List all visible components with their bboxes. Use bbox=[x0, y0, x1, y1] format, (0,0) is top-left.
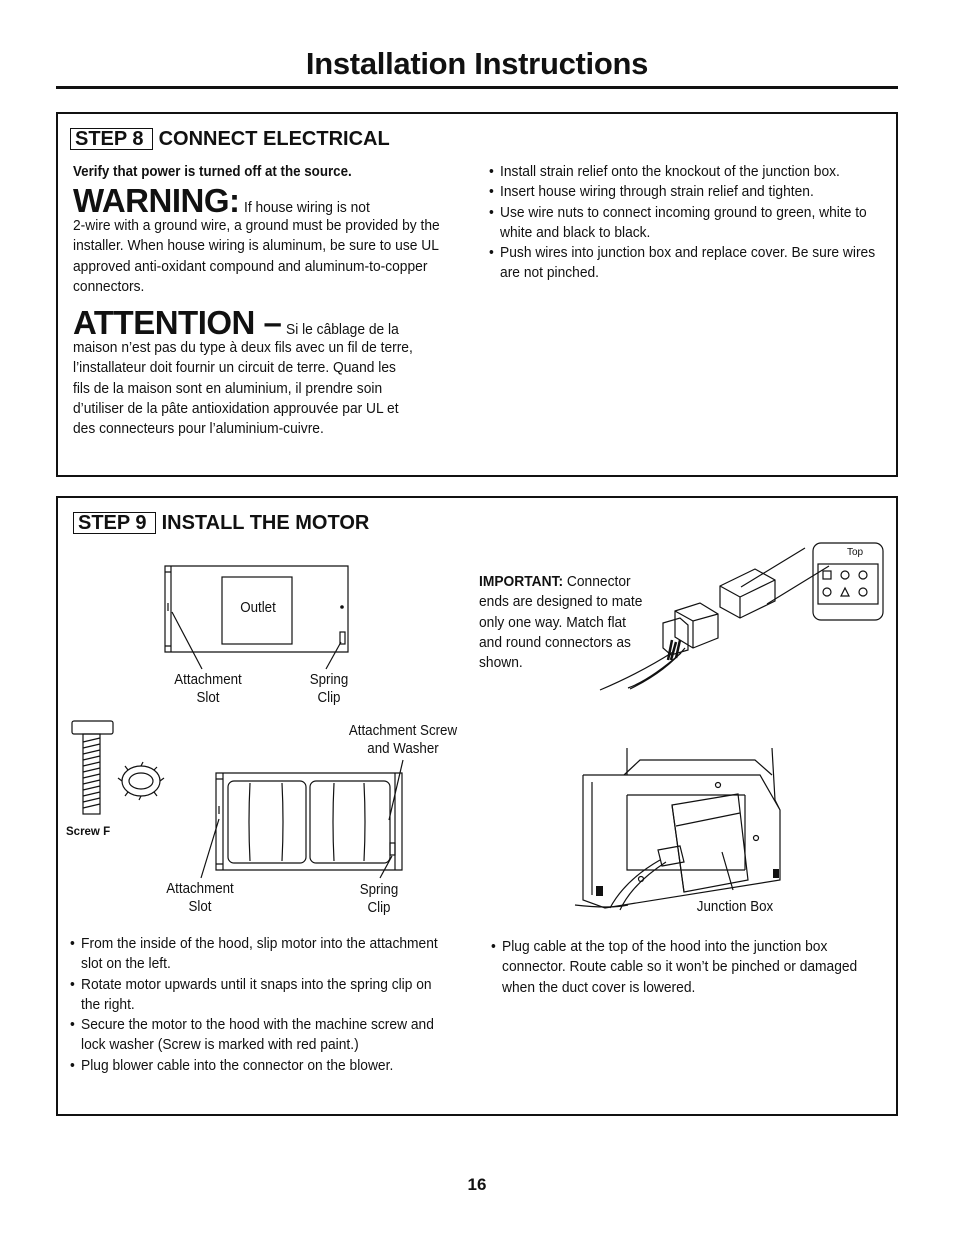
list-item: • Plug cable at the top of the hood into the junction box connector. Route cable so it won’t be pinched or damaged when the duct cover is lowered. bbox=[491, 937, 873, 998]
list-item: • Plug blower cable into the connector on the blower. bbox=[70, 1056, 443, 1076]
attention-lead: Si le câblage de la bbox=[285, 321, 399, 338]
list-item: • Rotate motor upwards until it snaps into the spring clip on the right. bbox=[70, 975, 443, 1016]
lock-washer-illustration bbox=[118, 762, 164, 800]
verify-power-note: Verify that power is turned off at the source. bbox=[73, 164, 352, 180]
motor-diagram bbox=[201, 760, 403, 878]
step9-bullets-left bbox=[70, 934, 443, 1076]
step9-bullets-right bbox=[491, 937, 873, 998]
outlet-label: Outlet bbox=[240, 600, 276, 616]
important-word: IMPORTANT: bbox=[479, 573, 564, 590]
important-note bbox=[479, 572, 645, 673]
list-item: • Insert house wiring through strain relief and tighten. bbox=[489, 182, 880, 202]
spring-clip-label-1: Spring Clip bbox=[309, 672, 349, 706]
step8-title: CONNECT ELECTRICAL bbox=[158, 128, 390, 150]
page-number: 16 bbox=[467, 1175, 487, 1194]
step9-title: INSTALL THE MOTOR bbox=[161, 512, 370, 534]
hood-outlet-diagram bbox=[165, 566, 348, 669]
attachment-slot-label-1: Attachment Slot bbox=[174, 672, 242, 706]
spring-clip-label-2: Spring Clip bbox=[359, 882, 399, 916]
list-item: • Push wires into junction box and replace cover. Be sure wires are not pinched. bbox=[489, 243, 880, 284]
important-text: Connector ends are designed to mate only one way. Match flat and round connectors as shown. bbox=[479, 573, 643, 672]
attachment-screw-label: Attachment Screw and Washer bbox=[348, 723, 458, 757]
step8-tag: STEP 8 bbox=[70, 128, 153, 150]
junction-box-label: Junction Box bbox=[696, 899, 774, 915]
top-label: Top bbox=[847, 547, 864, 558]
list-item: • Use wire nuts to connect incoming ground to green, white to white and black to black. bbox=[489, 203, 880, 244]
warning-word: WARNING: bbox=[73, 182, 240, 219]
screw-f-illustration bbox=[72, 721, 113, 814]
step9-tag: STEP 9 bbox=[73, 512, 156, 534]
attention-word: ATTENTION – bbox=[73, 304, 282, 341]
attention-body: maison n’est pas du type à deux fils avec un fil de terre, l’installateur doit fournir un circuit de terre. Quand les fils de la maison sont en aluminium, il prendre soin d’utiliser de la pâte antioxidation approuvée par UL et des connecteurs pour l’aluminium-cuivre. bbox=[73, 339, 413, 438]
warning-body: 2-wire with a ground wire, a ground must be provided by the installer. When house wiring is aluminum, be sure to use UL approved anti-oxidant compound and aluminum-to-copper connectors. bbox=[73, 217, 440, 295]
screw-f-label: Screw F bbox=[66, 826, 111, 838]
junction-box-diagram bbox=[575, 748, 780, 910]
attachment-slot-label-2: Attachment Slot bbox=[166, 881, 234, 915]
list-item: • Install strain relief onto the knockout of the junction box. bbox=[489, 162, 880, 182]
warning-lead: If house wiring is not bbox=[243, 199, 370, 216]
list-item: • From the inside of the hood, slip motor into the attachment slot on the left. bbox=[70, 934, 443, 975]
page-title: Installation Instructions bbox=[305, 46, 649, 81]
list-item: • Secure the motor to the hood with the machine screw and lock washer (Screw is marked with red paint.) bbox=[70, 1015, 443, 1056]
